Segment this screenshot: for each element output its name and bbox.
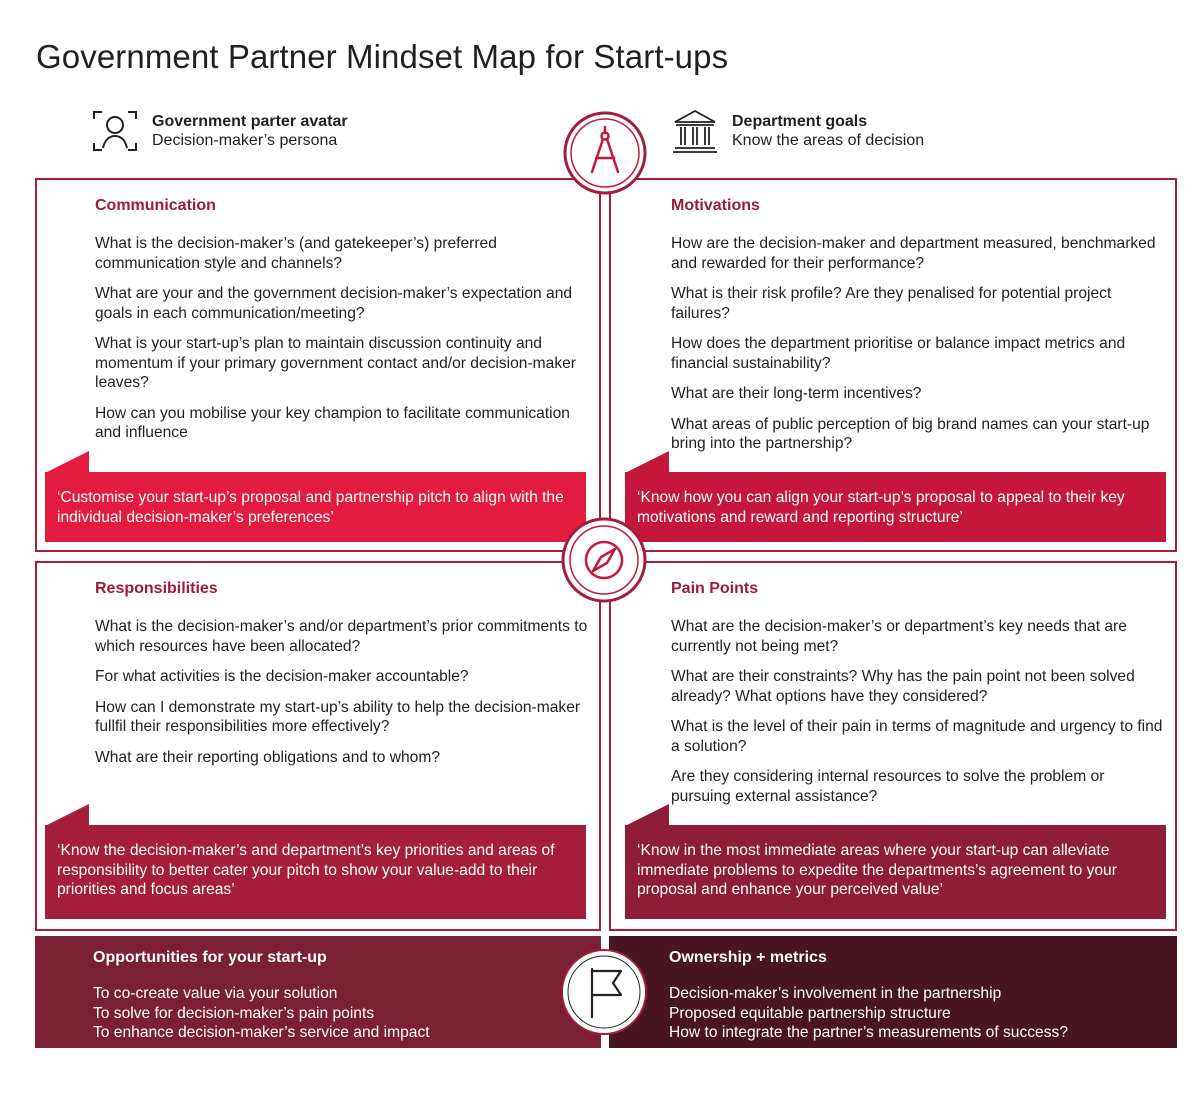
government-building-icon — [672, 108, 718, 154]
responsibilities-question: What are their reporting obligations and to whom? — [95, 748, 440, 766]
header-left-title: Government parter avatar — [152, 113, 348, 130]
responsibilities-question: How can I demonstrate my start-up’s ability to help the decision-maker fullfil their responsibilities more effectively? — [95, 698, 581, 735]
pain-points-quote: ‘Know in the most immediate areas where your start-up can alleviate immediate problems to expedite the departments’s agreement to your proposal and enhance your perceived value’ — [625, 825, 1166, 919]
ownership-title: Ownership + metrics — [669, 949, 827, 966]
pain-points-question: What are the decision-maker’s or department’s key needs that are currently not being met? — [671, 618, 1127, 655]
motivations-question: How are the decision-maker and department measured, benchmarked and rewarded for their performance? — [671, 235, 1156, 272]
pain-points-question: What are their constraints? Why has the pain point not been solved already? What options have they considered? — [671, 668, 1135, 705]
pain-points-question: What is the level of their pain in terms of magnitude and urgency to find a solution? — [671, 718, 1163, 755]
header-left — [92, 108, 348, 154]
communication-quote: ‘Customise your start-up’s proposal and partnership pitch to align with the individual decision-maker’s preferences’ — [45, 472, 586, 542]
pain-points-title: Pain Points — [671, 580, 759, 597]
pain-points-quote-tab — [625, 804, 669, 826]
face-scan-icon — [92, 108, 138, 154]
responsibilities-quote-tab — [45, 804, 89, 826]
header-left-subtitle: Decision-maker’s persona — [152, 132, 338, 149]
motivations-quote-tab — [625, 451, 669, 473]
opportunities-item: To co-create value via your solution — [93, 985, 338, 1002]
compass-icon — [560, 516, 648, 604]
communication-question: What is the decision-maker’s (and gatekeeper’s) preferred communication style and channels? — [95, 235, 497, 272]
flag-icon — [559, 947, 649, 1037]
communication-question: What is your start-up’s plan to maintain discussion continuity and momentum if your primary government contact and/or decision-maker leaves? — [95, 335, 577, 391]
communication-title: Communication — [95, 197, 216, 214]
communication-quote-tab — [45, 451, 89, 473]
ownership-item: Decision-maker’s involvement in the partnership — [669, 985, 1002, 1002]
responsibilities-title: Responsibilities — [95, 580, 218, 597]
ownership-item: Proposed equitable partnership structure — [669, 1004, 951, 1022]
communication-question: What are your and the government decision-maker’s expectation and goals in each communication/meeting? — [95, 285, 573, 322]
header-right-subtitle: Know the areas of decision — [732, 132, 925, 149]
motivations-question: What is their risk profile? Are they penalised for potential project failures? — [671, 285, 1112, 322]
responsibilities-quote: ‘Know the decision-maker’s and department’s key priorities and areas of responsibility to better cater your pitch to show your value-add to their priorities and focus areas’ — [45, 825, 586, 919]
opportunities-title: Opportunities for your start-up — [93, 949, 327, 966]
opportunities-item: To enhance decision-maker’s service and impact — [93, 1024, 430, 1041]
motivations-question: How does the department prioritise or balance impact metrics and financial sustainability? — [671, 335, 1126, 372]
motivations-question: What areas of public perception of big brand names can your start-up bring into the partnership? — [671, 415, 1150, 452]
opportunities-panel — [35, 936, 601, 1048]
motivations-quote: ‘Know how you can align your start-up’s proposal to appeal to their key motivations and reward and reporting structure’ — [625, 472, 1166, 542]
header-right — [672, 108, 924, 154]
page-title: Government Partner Mindset Map for Start-ups — [36, 38, 729, 75]
ownership-item: How to integrate the partner’s measurements of success? — [669, 1024, 1068, 1041]
opportunities-item: To solve for decision-maker’s pain points — [93, 1004, 375, 1022]
responsibilities-question: For what activities is the decision-maker accountable? — [95, 668, 469, 685]
communication-question: How can you mobilise your key champion to facilitate communication and influence — [95, 404, 570, 441]
drafting-compass-icon — [562, 110, 648, 196]
header-right-title: Department goals — [732, 113, 868, 130]
motivations-question: What are their long-term incentives? — [671, 385, 922, 402]
ownership-panel — [609, 936, 1177, 1048]
motivations-title: Motivations — [671, 197, 760, 214]
responsibilities-question: What is the decision-maker’s and/or department’s prior commitments to which resources have been allocated? — [95, 618, 588, 655]
pain-points-question: Are they considering internal resources to solve the problem or pursuing external assistance? — [671, 768, 1105, 805]
